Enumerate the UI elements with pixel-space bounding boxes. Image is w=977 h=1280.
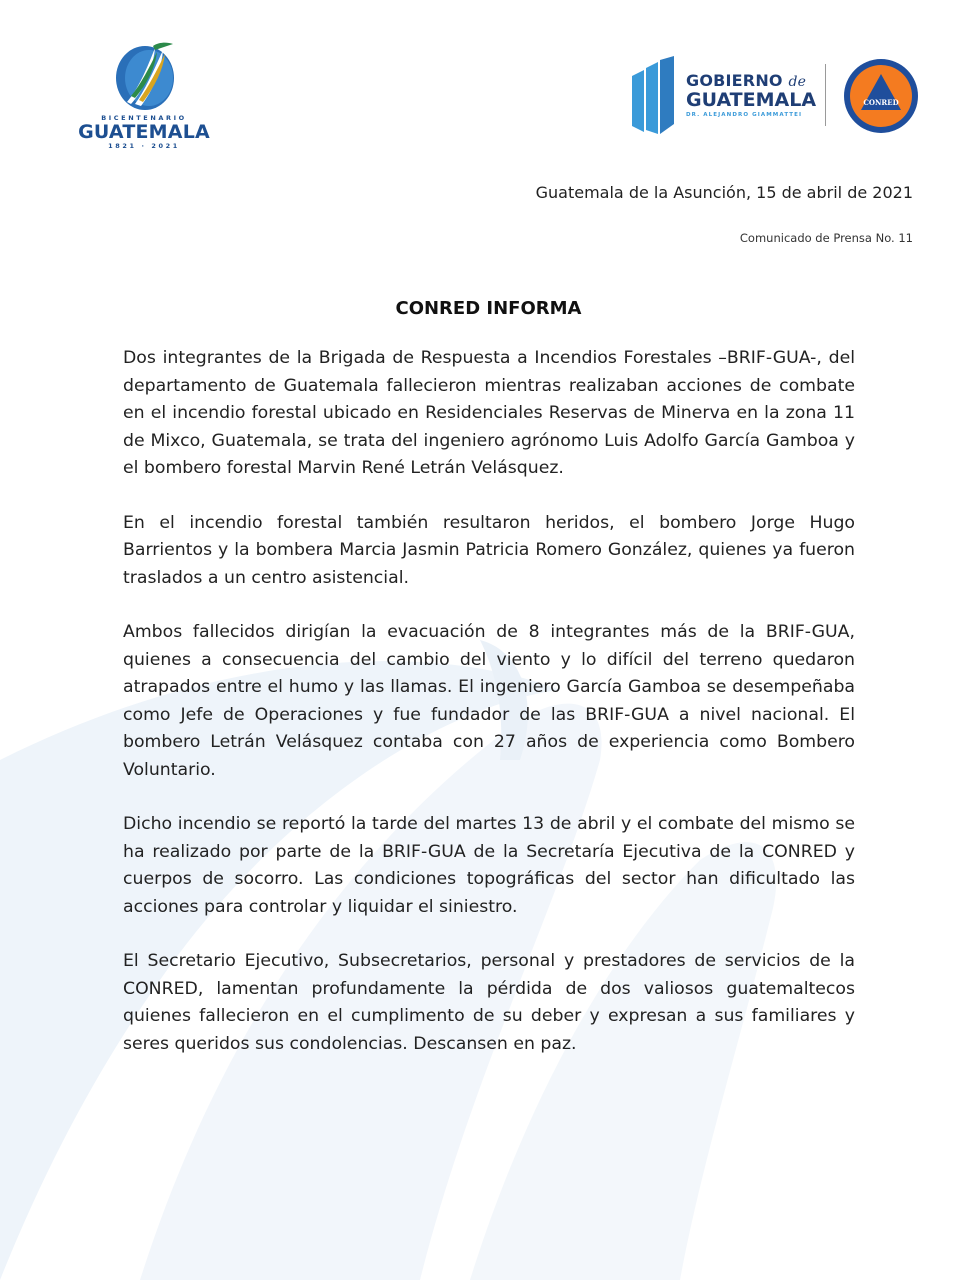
gobierno-line3: DR. ALEJANDRO GIAMMATTEI (686, 112, 803, 118)
gobierno-line1: GOBIERNO (686, 71, 783, 90)
gobierno-line2: GUATEMALA (686, 89, 817, 111)
gobierno-logo (630, 56, 820, 136)
paragraph-4: Dicho incendio se reportó la tarde del martes 13 de abril y el combate del mismo se ha realizado por parte de la BRIF-GUA de la Secretaría Ejecutiva de la CONRED y cuerpos de socorro. Las condiciones topográficas del sector han dificultado las acciones para controlar y liquidar el siniestro. (123, 814, 855, 917)
paragraph-1: Dos integrantes de la Brigada de Respuesta a Incendios Forestales –BRIF-GUA-, del departamento de Guatemala fallecieron mientras realizaban acciones de combate en el incendio forestal ubicado en Residenciales Reservas de Minerva en la zona 11 de Mixco, Guatemala, se trata del ingeniero agrónomo Luis Adolfo García Gamboa y el bombero forestal Marvin René Letrán Velásquez. (123, 348, 855, 478)
conred-logo (843, 58, 919, 134)
bicentenario-logo (78, 38, 210, 156)
paragraph-5: El Secretario Ejecutivo, Subsecretarios, personal y prestadores de servicios de la CONRED, lamentan profundamente la pérdida de dos valiosos guatemaltecos quienes fallecieron en el cumplimento de su deber y expresan a sus familiares y seres queridos sus condolencias. Descansen en paz. (123, 951, 855, 1054)
page-title: CONRED INFORMA (395, 298, 582, 319)
bicentenario-years: 1821 · 2021 (108, 142, 180, 150)
bicentenario-emblem-icon (109, 38, 179, 112)
bicentenario-name: GUATEMALA (78, 121, 210, 143)
logo-divider (825, 64, 826, 126)
gobierno-bars-icon (630, 56, 678, 136)
gobierno-text (686, 72, 816, 118)
bicentenario-top-text: BICENTENARIO (101, 114, 187, 122)
paragraph-2: En el incendio forestal también resultaron heridos, el bombero Jorge Hugo Barrientos y la bombera Marcia Jasmin Patricia Romero González, quienes ya fueron traslados a un centro asistencial. (123, 512, 855, 588)
gobierno-de: de (788, 74, 807, 90)
paragraph-3: Ambos fallecidos dirigían la evacuación de 8 integrantes más de la BRIF-GUA, quienes a consecuencia del cambio del viento y lo difícil del terreno quedaron atrapados entre el humo y las llamas. El ingeniero García Gamboa se desempeñaba como Jefe de Operaciones y fue fundador de las BRIF-GUA a nivel nacional. El bombero Letrán Velásquez contaba con 27 años de experiencia como Bombero Voluntario. (123, 622, 855, 780)
conred-logo-label: CONRED (863, 98, 899, 107)
press-release-number: Comunicado de Prensa No. 11 (739, 231, 913, 245)
body-text (123, 345, 855, 1085)
place-date: Guatemala de la Asunción, 15 de abril de 2021 (535, 183, 913, 202)
